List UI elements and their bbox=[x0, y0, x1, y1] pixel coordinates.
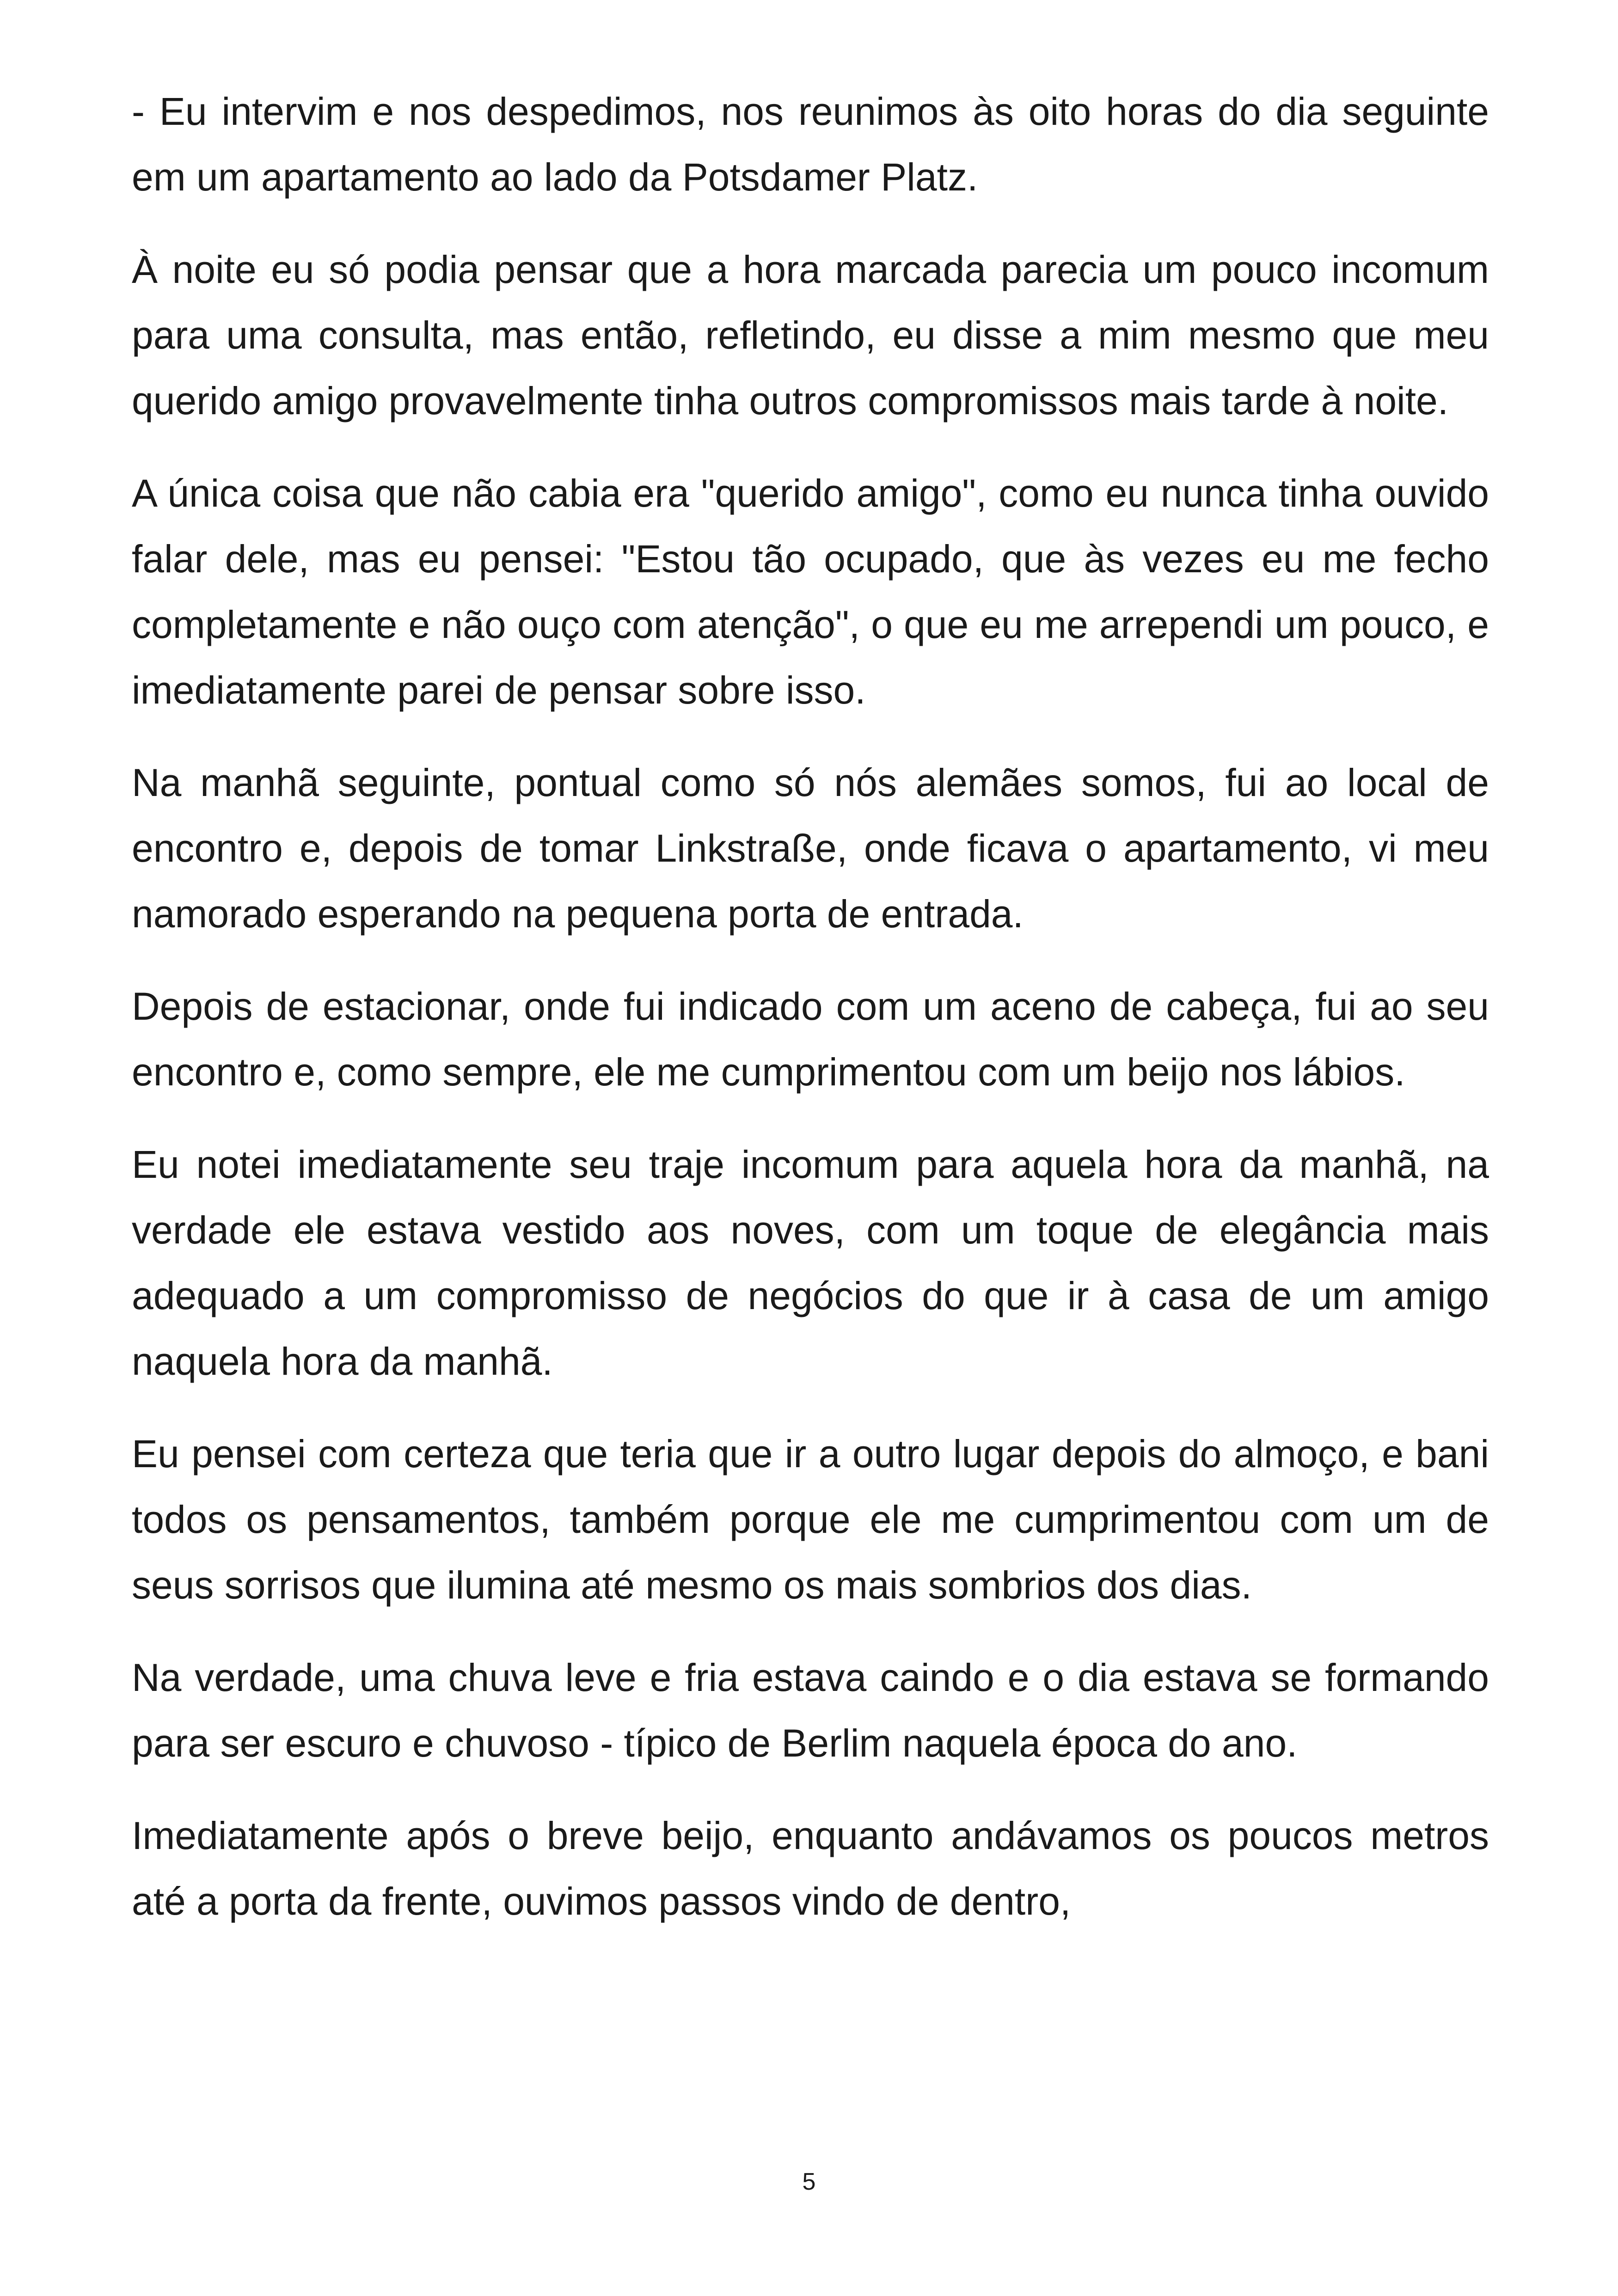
paragraph-2: À noite eu só podia pensar que a hora marcada parecia um pouco incomum para uma consulta, mas então, refletindo, eu disse a mim mesmo que meu querido amigo provavelmente tinha outros compromissos mais tarde à noite. bbox=[132, 248, 1489, 422]
paragraph-1: - Eu intervim e nos despedimos, nos reunimos às oito horas do dia seguinte em um apartamento ao lado da Potsdamer Platz. bbox=[132, 90, 1489, 199]
paragraph-5: Depois de estacionar, onde fui indicado com um aceno de cabeça, fui ao seu encontro e, como sempre, ele me cumprimentou com um beijo nos lábios. bbox=[132, 985, 1489, 1094]
paragraph-3: A única coisa que não cabia era "querido amigo", como eu nunca tinha ouvido falar dele, mas eu pensei: "Estou tão ocupado, que às vezes eu me fecho completamente e não ouço com atenção", o que eu me arrependi um pouco, e imediatamente parei de pensar sobre isso. bbox=[132, 471, 1489, 712]
body-text bbox=[132, 79, 1489, 1961]
paragraph-8: Na verdade, uma chuva leve e fria estava caindo e o dia estava se formando para ser escuro e chuvoso - típico de Berlim naquela época do ano. bbox=[132, 1656, 1489, 1765]
paragraph-4: Na manhã seguinte, pontual como só nós alemães somos, fui ao local de encontro e, depois de tomar Linkstraße, onde ficava o apartamento, vi meu namorado esperando na pequena porta de entrada. bbox=[132, 761, 1489, 936]
page-number: 5 bbox=[802, 2168, 816, 2195]
paragraph-7: Eu pensei com certeza que teria que ir a outro lugar depois do almoço, e bani todos os pensamentos, também porque ele me cumprimentou com um de seus sorrisos que ilumina até mesmo os mais sombrios dos dias. bbox=[132, 1432, 1489, 1607]
paragraph-9: Imediatamente após o breve beijo, enquanto andávamos os poucos metros até a porta da frente, ouvimos passos vindo de dentro, bbox=[132, 1814, 1489, 1923]
paragraph-6: Eu notei imediatamente seu traje incomum para aquela hora da manhã, na verdade ele estava vestido aos noves, com um toque de elegância mais adequado a um compromisso de negócios do que ir à casa de um amigo naquela hora da manhã. bbox=[132, 1143, 1489, 1383]
